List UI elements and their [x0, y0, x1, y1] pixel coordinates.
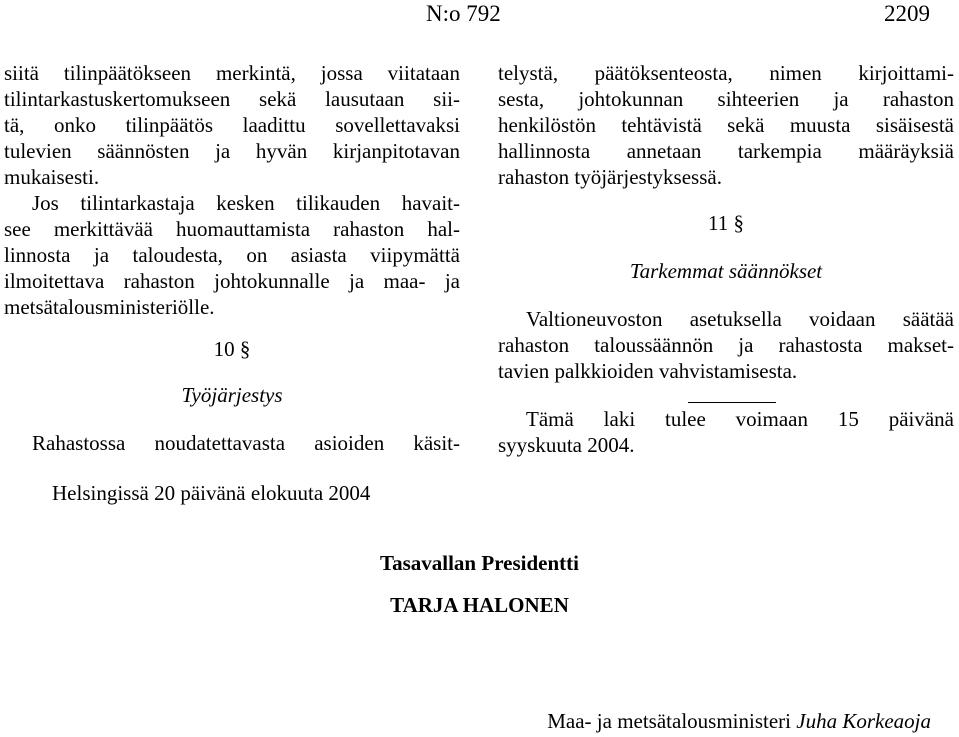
left-text-line: see merkittävää huomauttamista rahaston hal- [4, 217, 460, 241]
left-text-line: tilintarkastuskertomukseen sekä lausutaan sii- [4, 87, 460, 111]
left-text-line: linnosta ja taloudesta, on asiasta viipymättä [4, 243, 460, 267]
left-text-line: ilmoitettava rahaston johtokunnalle ja maa- ja [4, 269, 460, 293]
right-text-line: rahaston työjärjestyksessä. [498, 165, 722, 189]
right-text-line: telystä, päätöksenteosta, nimen kirjoittami- [498, 61, 954, 85]
minister-name: Juha Korkeaoja [796, 709, 931, 733]
entry-into-force-line: Tämä laki tulee voimaan 15 päivänä [526, 407, 954, 431]
right-text-line: sesta, johtokunnan sihteerien ja rahaston [498, 87, 954, 111]
minister-title: Maa- ja metsätalousministeri [547, 709, 792, 733]
left-text-line: mukaisesti. [4, 165, 100, 189]
section-11-title: Tarkemmat säännökset [629, 259, 823, 283]
section-11-text-line: Valtioneuvoston asetuksella voidaan säätää [526, 307, 954, 331]
left-text-line: tulevien säännösten ja hyvän kirjanpitotavan [4, 139, 460, 163]
right-text-line: henkilöstön tehtävistä sekä muusta sisäisestä [498, 113, 954, 137]
left-text-line: siitä tilinpäätökseen merkintä, jossa viitataan [4, 61, 460, 85]
section-11-text-line: rahaston taloussäännön ja rahastosta makset- [498, 333, 954, 357]
page-number: 2209 [884, 1, 930, 26]
section-10-title: Työjärjestys [181, 383, 283, 407]
president-title: Tasavallan Presidentti [380, 551, 579, 575]
document-number: N:o 792 [426, 1, 501, 26]
left-text-line: tä, onko tilinpäätös laadittu sovellettavaksi [4, 113, 460, 137]
section-11-text-line: tavien palkkioiden vahvistamisesta. [498, 359, 798, 383]
left-text-line: metsätalousministeriölle. [4, 295, 215, 319]
section-10-text: Rahastossa noudatettavasta asioiden käsit- [32, 431, 460, 455]
section-10-number: 10 § [213, 337, 251, 361]
minister-signature [547, 708, 931, 734]
left-text-line: Jos tilintarkastaja kesken tilikauden havait- [32, 191, 460, 215]
place-and-date: Helsingissä 20 päivänä elokuuta 2004 [52, 481, 371, 505]
president-name: TARJA HALONEN [390, 593, 569, 617]
section-11-number: 11 § [708, 211, 744, 235]
entry-into-force-line: syyskuuta 2004. [498, 433, 635, 457]
right-text-line: hallinnosta annetaan tarkempia määräyksiä [498, 139, 954, 163]
divider-rule [688, 402, 776, 403]
